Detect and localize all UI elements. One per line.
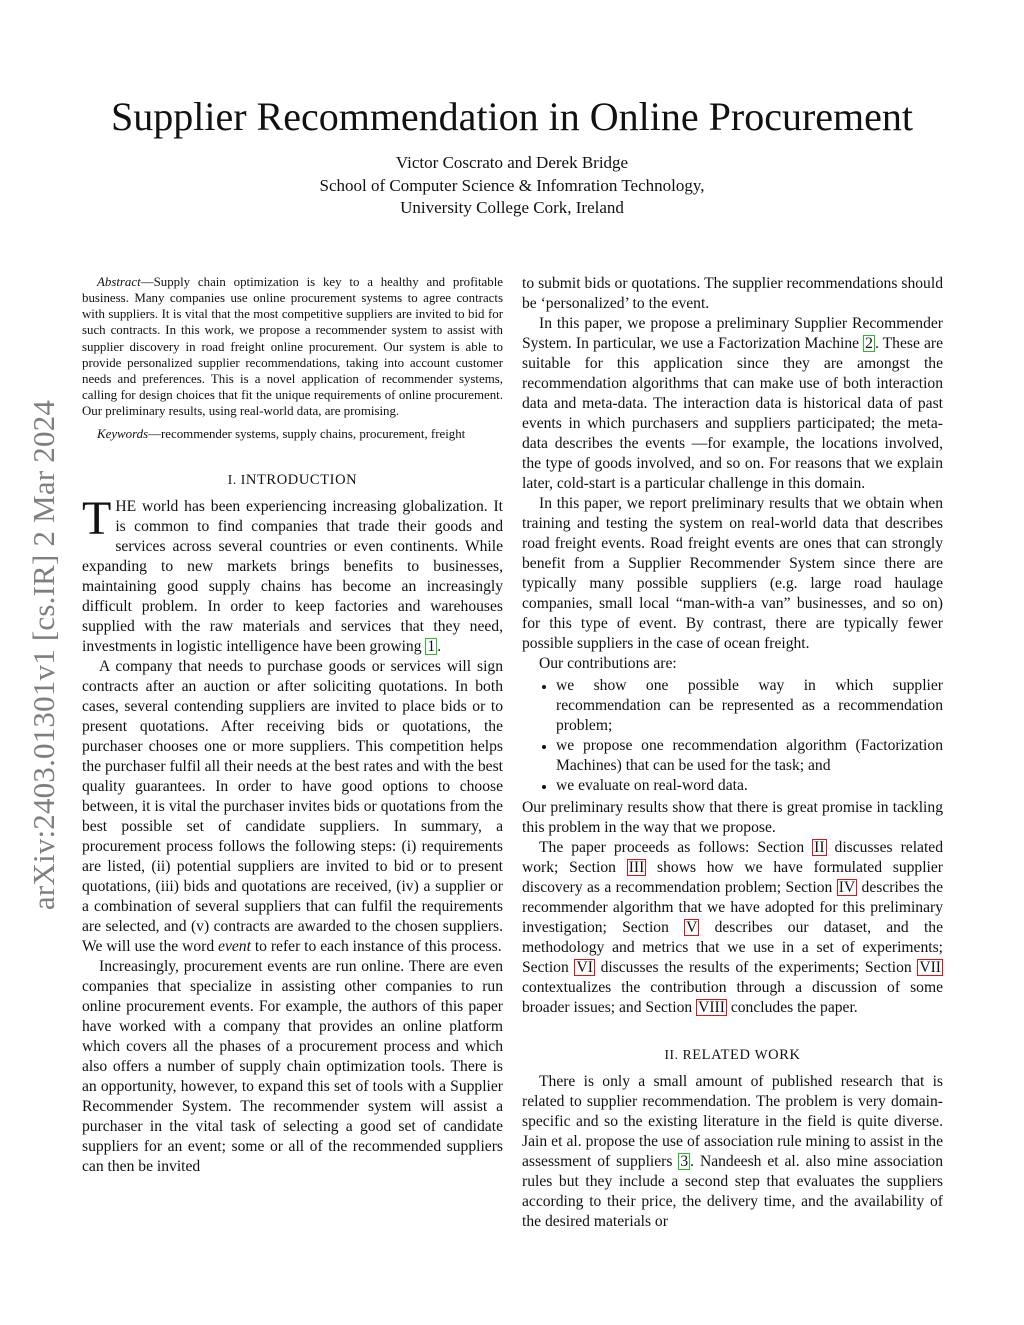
section-rest: ORK	[768, 1047, 801, 1063]
list-item: • we show one possible way in which supplier recommendation can be represented as a recommendation problem;	[556, 676, 943, 736]
p8-text: describes the recommender algorithm that we have adopted for this preliminary investigation; Section	[522, 879, 943, 936]
section-ref-link[interactable]: IV	[838, 879, 856, 896]
p8-text: concludes the paper.	[726, 999, 858, 1016]
section-numeral: I.	[227, 471, 241, 487]
intro-paragraph-8	[522, 838, 943, 1018]
drop-cap: T	[82, 491, 112, 545]
intro-p1-text: HE world has been experiencing increasing globalization. It is common to find companies that trade their goods and services across several countries or even continents. While expanding to new markets brings benefits to businesses, maintaining good supply chains has become an increasingly difficult problem. In order to keep factories and warehouses supplied with the raw materials and services that they need, investments in logistic intelligence have been growing	[82, 497, 503, 655]
intro-paragraph-3: Increasingly, procurement events are run online. There are even companies that specialize in assisting other companies to run online procurement events. For example, the authors of this paper have worked with a company that provides an online platform which covers all the phases of a procurement process and which also offers a number of supply chain optimization tools. There is an opportunity, however, to expand this set of tools with a Supplier Recommender System. The recommender system will assist a purchaser in the vital task of selecting a good set of candidate suppliers for an event; some or all of the recommended suppliers can then be invited	[82, 957, 503, 1175]
abstract-text: Supply chain optimization is key to a healthy and profitable business. Many companies use online procurement systems to agree contracts with suppliers. It is vital that the most competitive suppliers are invited to bid for such contracts. In this work, we propose a recommender system to assist with supplier discovery in road freight online procurement. Our system is able to provide personalized supplier recommendations, taking into account customer needs and preferences. This is a novel application of recommender systems, calling for design choices that fit the unique requirements of online procurement. Our preliminary results, using real-world data, are promising.	[82, 275, 503, 419]
abstract	[82, 274, 503, 419]
section-rest: NTRODUCTION	[245, 471, 358, 488]
intro-paragraph-4	[522, 314, 943, 494]
intro-paragraph-7: Our preliminary results show that there is great promise in tackling this problem in the way that we propose.	[522, 799, 943, 836]
citation-link[interactable]: 1	[427, 637, 436, 655]
author-block	[0, 152, 1024, 220]
citation-link[interactable]: 3	[680, 1153, 689, 1170]
abstract-label: Abstract	[97, 275, 141, 289]
abstract-dash: —	[140, 275, 154, 289]
related-paragraph-1	[522, 1072, 943, 1232]
section-ref-link[interactable]: V	[686, 919, 698, 936]
arxiv-stamp: arXiv:2403.01301v1 [cs.IR] 2 Mar 2024	[26, 399, 61, 911]
keywords-text: recommender systems, supply chains, procurement, freight	[160, 427, 466, 442]
section-ref-link[interactable]: III	[628, 859, 645, 876]
section-initial: I	[240, 471, 246, 487]
section-ref-link[interactable]: VII	[919, 959, 941, 976]
intro-paragraph-3-continued: to submit bids or quotations. The supplier recommendations should be ‘personalized’ to the event.	[522, 275, 943, 312]
list-item: • we evaluate on real-word data.	[556, 776, 943, 796]
affiliation-line-2: University College Cork, Ireland	[400, 198, 624, 217]
section-ref-link[interactable]: VI	[576, 959, 593, 976]
section-initial: W	[754, 1047, 769, 1062]
related-p1-text-a: There is only a small amount of published research that is related to supplier recommendation. The problem is very domain-specific and so the existing literature in the field is quite diverse. Jain et al. propose the use of association rule mining to assist in the assessment of suppliers	[522, 1073, 943, 1170]
section-heading-related-work	[522, 1046, 943, 1064]
citation-link[interactable]: 2	[865, 335, 873, 352]
list-item: • we propose one recommendation algorithm (Factorization Machines) that can be used for the task; and	[556, 736, 943, 776]
intro-p2-end: to refer to each instance of this process.	[250, 937, 502, 955]
keywords-dash: —	[148, 427, 161, 442]
left-column	[82, 274, 503, 1177]
related-p1-text-b: . Nandeesh et al. also mine association rules but they include a second step that evaluates the suppliers according to their price, the delivery time, and the availability of the desired materials or	[522, 1153, 943, 1230]
section-ref-link[interactable]: II	[814, 839, 825, 856]
section-ref-link[interactable]: VIII	[698, 999, 725, 1016]
intro-paragraph-5: In this paper, we report preliminary results that we obtain when training and testing the system on real-world data that describes road freight events. Road freight events are ones that can strongly benefit from a Supplier Recommender System since there are typically many possible suppliers (e.g. large road haulage companies, small local “man-with-a van” businesses, and so on) for this type of event. By contrast, there are typically fewer possible suppliers in the case of ocean freight.	[522, 495, 943, 652]
intro-p2-emphasis: event	[218, 937, 251, 955]
section-heading-introduction	[82, 471, 503, 489]
keywords	[82, 426, 503, 442]
intro-p4-text-a: In this paper, we propose a preliminary Supplier Recommender System. In particular, we use a Factorization Machine	[522, 315, 943, 352]
intro-p1-end: .	[437, 637, 442, 655]
contributions-list	[522, 676, 943, 796]
section-rest: ELATED	[692, 1047, 755, 1063]
affiliation-line-1: School of Computer Science & Infomration Technology,	[319, 175, 705, 195]
p8-text: shows how we have formulated supplier discovery as a recommendation problem; Section	[522, 859, 943, 896]
keywords-label: Keywords	[97, 427, 149, 442]
contributions-lead: Our contributions are:	[539, 655, 677, 672]
intro-paragraph-2	[82, 657, 503, 957]
author-names: Victor Coscrato and Derek Bridge	[395, 153, 629, 172]
p8-text: describes our dataset, and the methodology and metrics that we use in a set of experiments; Section	[522, 919, 943, 976]
p8-text: The paper proceeds as follows: Section	[539, 839, 813, 856]
p8-text: contextualizes the contribution through a discussion of some broader issues; and Section	[522, 979, 943, 1016]
intro-p4-text-b: . These are suitable for this application since they are amongst the recommendation algorithms that can make use of both interaction data and meta-data. The interaction data is historical data of past events in which purchasers and suppliers participated; the meta-data describes the events —for example, the locations involved, the type of goods involved, and so on. For reasons that we explain later, cold-start is a particular challenge in this domain.	[522, 335, 943, 492]
section-initial: R	[682, 1047, 693, 1062]
intro-p2-text: A company that needs to purchase goods or services will sign contracts after an auction or after soliciting quotations. In both cases, several contending suppliers are invited to place bids or to present quotations. After receiving bids or quotations, the purchaser chooses one or more suppliers. This competition helps the purchaser fulfil all their needs at the best rates and with the best quality guarantees. In order to have good options to choose between, it is vital the purchaser invites bids or quotations from the best possible set of candidate suppliers. In summary, a procurement process follows the following steps: (i) requirements are listed, (ii) potential suppliers are invited to bid or to present quotations, (iii) bids and quotations are received, (iv) a supplier or a combination of several suppliers that can fulfil the requirements are selected, and (v) contracts are awarded to the chosen suppliers. We will use the word	[82, 657, 503, 955]
paper-title: Supplier Recommendation in Online Procurement	[110, 94, 914, 139]
right-column	[522, 274, 943, 1232]
p8-text: discusses the results of the experiments; Section	[594, 959, 918, 976]
intro-paragraph-1	[82, 491, 503, 657]
section-numeral: II.	[664, 1047, 683, 1062]
p8-text: discusses related work; Section	[522, 839, 943, 876]
